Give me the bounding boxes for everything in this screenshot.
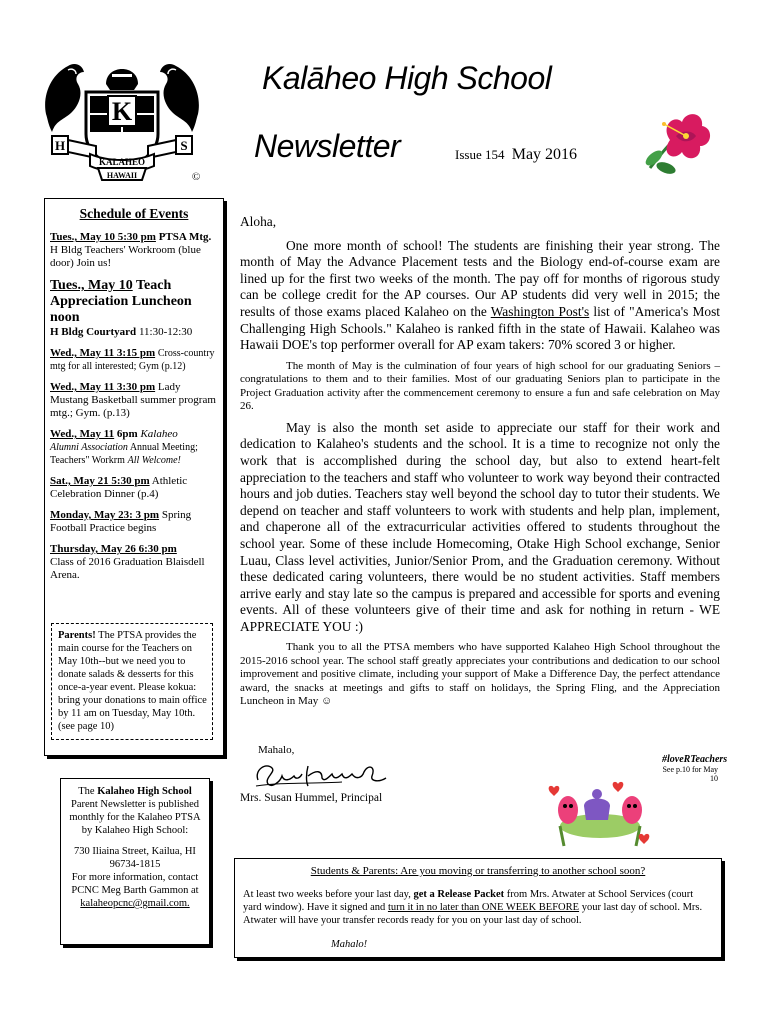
hibiscus-flower-image — [640, 106, 716, 180]
issue-info — [455, 146, 577, 164]
teacher-appreciation-clipart — [540, 776, 658, 850]
transfer-notice-box — [234, 858, 722, 958]
crest-letter-k: K — [111, 97, 133, 126]
parents-notice: Parents! The PTSA provides the main course for the Teachers on May 10th--but we need you to donate salads & desserts for this once-a-year event. Please kokua: bring your donations to main office by 11 am on Tuesday, May 10th. (see page 10) — [51, 623, 213, 740]
notice-mahalo: Mahalo! — [331, 939, 368, 950]
principal-letter — [240, 214, 720, 715]
event-item: Tues., May 10 5:30 pm PTSA Mtg. H Bldg Teachers' Workroom (blue door) Join us! — [50, 231, 212, 269]
paragraph-ap-exams: One more month of school! The students are finishing their year strong. The month of May the Advance Placement tests and the Biology end-of-course exam are lined up for the first two weeks of the month. The pay off for months of rigorous study can be college credit for the AP courses. Our AP students did very well in 2015; the results of those exams placed Kalaheo on the Washington Post's list of "America's Most Challenging High Schools." Kalaheo is ranked fifth in the state of Hawaii. Kalaheo was Hawaii DOE's top performer overall for AP exam takers: 70% scored 3 or higher. — [240, 237, 721, 353]
newsletter-info-box — [60, 778, 210, 945]
hashtag-note — [662, 754, 728, 783]
notice-heading: Students & Parents: Are you moving or transferring to another school soon? — [310, 865, 646, 877]
schedule-sidebar — [44, 198, 224, 756]
principal-signature — [252, 756, 392, 790]
crest-letter-h: H — [54, 138, 66, 153]
event-item: Monday, May 23: 3 pm Spring Football Practice begins — [50, 509, 192, 534]
notice-body: At least two weeks before your last day, get a Release Packet from Mrs. Atwater at School Services (court yard window). Have it signed and turn it in no later than ONE WEEK BEFORE your last day of school. Mrs. Atwater will have your transfer records ready for you on your last day of school. — [243, 889, 703, 926]
school-name-title: Kalāheo High School — [262, 60, 552, 96]
closing-mahalo: Mahalo, — [258, 744, 295, 756]
washington-post-link[interactable]: Washington Post's — [490, 303, 590, 319]
newsletter-title: Newsletter — [254, 128, 401, 164]
copyright-symbol: © — [191, 171, 201, 183]
address: 730 Iliaina Street, Kailua, HI 96734-1815 — [74, 846, 196, 870]
greeting: Aloha, — [240, 214, 277, 229]
contact-text: For more information, contact PCNC Meg Barth Gammon at — [71, 872, 199, 896]
crest-banner-kalaheo: KALAHEO — [98, 157, 146, 167]
crest-banner-hawaii: HAWAII — [106, 171, 138, 180]
paragraph-graduation: The month of May is the culmination of four years of high school for our graduating Seniors – congratulations to them and to their families. Most of our graduating Seniors plan to participate in the Project Graduation activity after the commencement ceremony to ensure a fun and safe celebration on May 26. — [240, 359, 720, 413]
see-page-note: See p.10 for May 10 — [662, 765, 718, 783]
publisher-text: The Kalaheo High School Parent Newsletter is published monthly for the Kalaheo PTSA by Kalaheo High School: — [69, 786, 201, 836]
issue-number: Issue 154 — [455, 147, 505, 162]
issue-month: May 2016 — [511, 146, 578, 163]
event-item: Wed., May 11 3:30 pm Lady Mustang Basketball summer program mtg.; Gym. (p.13) — [50, 381, 216, 419]
event-item: Sat., May 21 5:30 pm Athletic Celebration Dinner (p.4) — [50, 475, 188, 500]
event-item: Wed., May 11 6pm Kalaheo Alumni Association Annual Meeting; Teachers" Workrm All Welcome! — [50, 428, 198, 466]
paragraph-staff-appreciation: May is also the month set aside to appreciate our staff for their work and dedication to Kalaheo's students and the school. It is a time to recognize not only the work that is accomplished during the school day, but also to extend heart-felt appreciation to the teachers and staff who volunteer to work way beyond their contracted hours and job duties. Teachers stay well beyond the school day to tutor their students. We depend on teacher and staff volunteers to work with students and help plan, implement, and chaperone all of the extracurricular activities offered to students throughout the school year. Some of these include Homecoming, Otake High School exchange, Senior Luau, Class level activities, Junior/Senior Prom, and the Graduation ceremony. Without these dedicated caring volunteers, there would be no student activities. Staff members arrive early and stay late so the campus is prepared and accessible for sports and evening events. All of these volunteers give of their time and ask for nothing in return - WE APPRECIATE YOU :) — [240, 419, 720, 634]
contact-email-link[interactable]: kalaheopcnc@gmail.com. — [80, 898, 190, 909]
event-item: Thursday, May 26 6:30 pm Class of 2016 Graduation Blaisdell Arena. — [50, 543, 205, 581]
event-item: Wed., May 11 3:15 pm Cross-country mtg for all interested; Gym (p.12) — [50, 347, 215, 372]
hashtag: #loveRTeachers — [662, 754, 728, 765]
principal-name: Mrs. Susan Hummel, Principal — [240, 792, 383, 804]
event-item: Tues., May 10 Teach Appreciation Luncheon noon H Bldg Courtyard 11:30-12:30 — [50, 278, 193, 338]
crest-letter-s: S — [180, 138, 188, 153]
paragraph-thank-you: Thank you to all the PTSA members who have supported Kalaheo High School throughout the 2015-2016 school year. The school staff greatly appreciates your contributions and dedication to our school improvement and positive climate, including your support of Make a Difference Day, the perfect attendance award, the snacks at meetings and gifts to staff on holidays, the Spring Fling, and the Appreciation Luncheon in May ☺ — [240, 641, 720, 708]
schedule-title: Schedule of Events — [79, 206, 189, 221]
school-crest-logo — [38, 54, 206, 184]
